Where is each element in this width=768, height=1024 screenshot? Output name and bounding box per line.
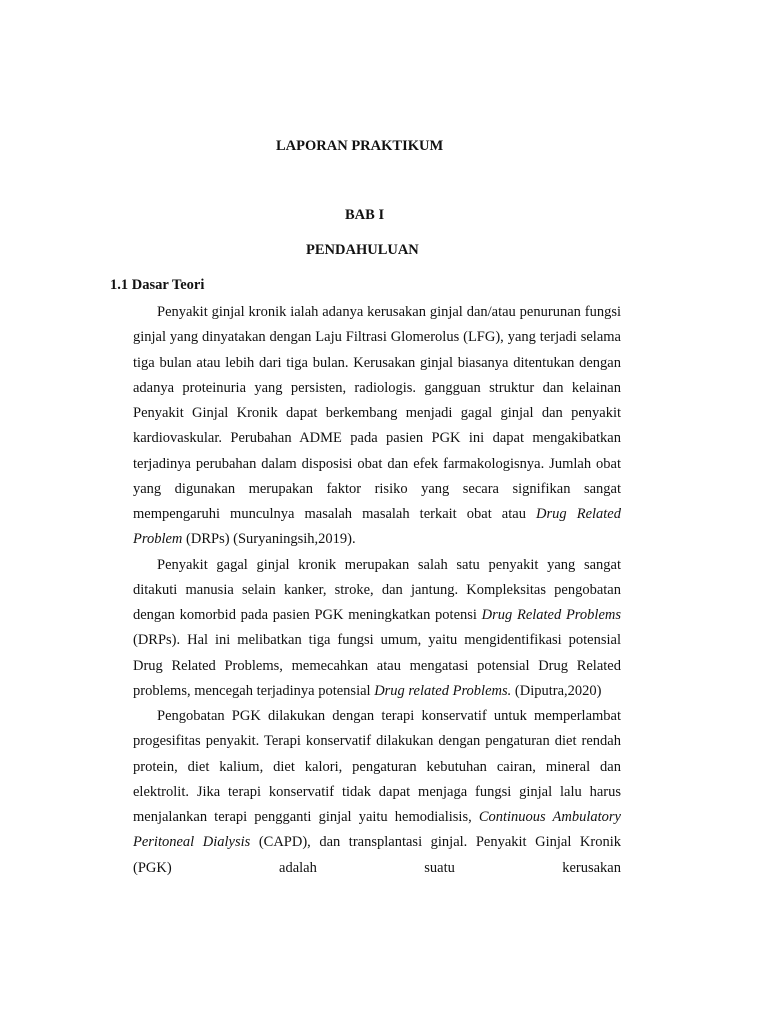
paragraph-2-text: Penyakit gagal ginjal kronik merupakan salah satu penyakit yang sangat ditakuti manusia selain kanker, stroke, dan jantung. Kompleksitas pengobatan dengan komorbid pada pasien PGK meningkatkan potensi xyxy=(133,556,621,623)
paragraph-2-text-continued: (DRPs). Hal ini melibatkan tiga fungsi umum, yaitu mengidentifikasi potensial Drug Related Problems, memecahkan atau mengatasi potensial Drug Related problems, mencegah terjadinya potensial xyxy=(133,632,621,699)
paragraph-3 xyxy=(133,704,621,881)
chapter-title: PENDAHULUAN xyxy=(306,242,419,258)
paragraph-3-italic-term: Continuous Ambulatory Peritoneal Dialysis xyxy=(133,809,621,851)
paragraph-2-italic-term: Drug Related Problems xyxy=(481,607,621,623)
report-title: LAPORAN PRAKTIKUM xyxy=(276,138,444,154)
paragraph-1-text: Penyakit ginjal kronik ialah adanya kerusakan ginjal dan/atau penurunan fungsi ginjal yang dinyatakan dengan Laju Filtrasi Glomerolus (LFG), yang terjadi selama tiga bulan atau lebih dari tiga bulan. Kerusakan ginjal biasanya ditentukan dengan adanya proteinuria yang persisten, radiologis. gangguan struktur dan kelainan Penyakit Ginjal Kronik dapat berkembang menjadi gagal ginjal dan penyakit kardiovaskular. Perubahan ADME pada pasien PGK ini dapat mengakibatkan terjadinya perubahan dalam disposisi obat dan efek farmakologisnya. Jumlah obat yang digunakan merupakan faktor risiko yang secara signifikan sangat mempengaruhi munculnya masalah masalah terkait obat atau xyxy=(133,304,621,522)
paragraph-1-italic-term: Drug Related Problem xyxy=(133,506,621,548)
paragraph-1 xyxy=(133,300,621,553)
paragraph-3-text: Pengobatan PGK dilakukan dengan terapi konservatif untuk memperlambat progesifitas penyakit. Terapi konservatif dilakukan dengan pengaturan diet rendah protein, diet kalium, diet kalori, pengaturan kebutuhan cairan, mineral dan elektrolit. Jika terapi konservatif tidak dapat menjaga fungsi ginjal lalu harus menjalankan terapi pengganti ginjal yaitu hemodialisis, xyxy=(133,708,621,825)
body-text xyxy=(133,300,621,881)
paragraph-1-citation: (DRPs) (Suryaningsih,2019). xyxy=(182,531,356,548)
section-heading: 1.1 Dasar Teori xyxy=(110,277,205,293)
paragraph-2-citation: (Diputra,2020) xyxy=(511,682,602,699)
paragraph-2-italic-term-2: Drug related Problems. xyxy=(374,682,512,699)
paragraph-3-text-continued: (CAPD), dan transplantasi ginjal. Penyakit Ginjal Kronik (PGK) adalah suatu kerusakan xyxy=(133,834,621,876)
paragraph-2 xyxy=(133,553,621,705)
chapter-number: BAB I xyxy=(345,207,385,223)
